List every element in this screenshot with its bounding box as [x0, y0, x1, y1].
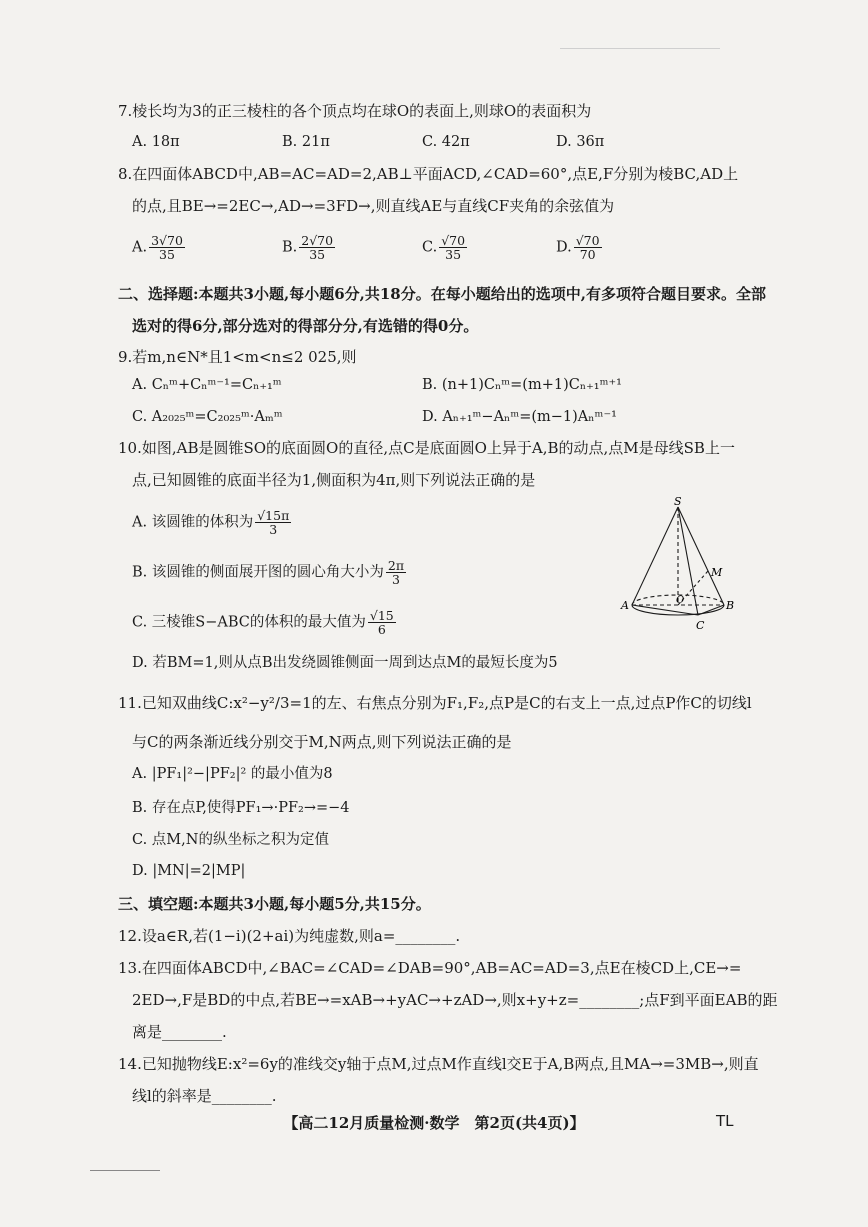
section-3-header: 三、填空题:本题共3小题,每小题5分,共15分。 — [118, 895, 431, 913]
q10-option-a-text: A. 该圆锥的体积为 — [132, 514, 254, 531]
q11-line1: 11.已知双曲线C:x²−y²/3=1的左、右焦点分别为F₁,F₂,点P是C的右支上一点,过点P作C的切线l — [118, 694, 752, 712]
q11-option-d: D. |MN|=2|MP| — [132, 863, 246, 879]
q8-option-c-numerator: √70 — [441, 233, 466, 248]
q8-line1: 8.在四面体ABCD中,AB=AC=AD=2,AB⊥平面ACD,∠CAD=60°,点E,F分别为棱BC,AD上 — [118, 165, 739, 183]
chord-cb — [698, 605, 724, 615]
q8-option-a — [132, 234, 187, 261]
q8-option-c — [422, 234, 469, 261]
q13-line1: 13.在四面体ABCD中,∠BAC=∠CAD=∠DAB=90°,AB=AC=AD=3,点E在棱CD上,CE→= — [118, 959, 742, 977]
generatrix-sb — [678, 507, 724, 605]
q8-option-b-denominator: 35 — [309, 247, 326, 262]
q9-option-d: D. Aₙ₊₁ᵐ−Aₙᵐ=(m−1)Aₙᵐ⁻¹ — [422, 409, 617, 425]
label-m: M — [711, 566, 723, 579]
q9-stem: 9.若m,n∈N*且1<m<n≤2 025,则 — [118, 348, 357, 366]
q8-option-b-letter: B. — [282, 239, 298, 256]
generatrix-sa — [632, 507, 678, 605]
q11-option-b: B. 存在点P,使得PF₁→·PF₂→=−4 — [132, 800, 350, 816]
label-o: O — [676, 595, 685, 606]
q10-option-a — [132, 509, 293, 536]
cone-figure — [612, 495, 742, 645]
label-b: B — [726, 599, 735, 612]
q11-option-a: A. |PF₁|²−|PF₂|² 的最小值为8 — [132, 766, 333, 782]
q10-option-a-denominator: 3 — [269, 522, 278, 537]
q8-option-d-fraction — [574, 234, 602, 261]
q10-line2: 点,已知圆锥的底面半径为1,侧面积为4π,则下列说法正确的是 — [132, 471, 536, 489]
q10-option-a-fraction — [255, 509, 291, 536]
q8-option-b — [282, 234, 337, 261]
q10-option-d: D. 若BM=1,则从点B出发绕圆锥侧面一周到达点M的最短长度为5 — [132, 655, 558, 671]
q10-option-b — [132, 559, 408, 586]
q9-option-a: A. Cₙᵐ+Cₙᵐ⁻¹=Cₙ₊₁ᵐ — [132, 377, 282, 393]
q8-option-b-fraction — [299, 234, 335, 261]
label-c: C — [696, 619, 705, 632]
q9-option-c: C. A₂₀₂₅ᵐ=C₂₀₂₅ᵐ·Aₘᵐ — [132, 409, 283, 425]
label-a: A — [621, 599, 629, 612]
q10-option-c-text: C. 三棱锥S−ABC的体积的最大值为 — [132, 614, 366, 631]
section-2-header-line1: 二、选择题:本题共3小题,每小题6分,共18分。在每小题给出的选项中,有多项符合题目要求。全部 — [118, 285, 766, 303]
q13-line3: 离是________. — [132, 1023, 227, 1041]
q7-option-c: C. 42π — [422, 134, 470, 150]
section-2-header-line2: 选对的得6分,部分选对的得部分分,有选错的得0分。 — [132, 317, 479, 335]
q7-option-d: D. 36π — [556, 134, 605, 150]
q10-option-b-fraction — [386, 559, 406, 586]
q8-option-d-letter: D. — [556, 239, 572, 256]
label-s: S — [674, 495, 682, 508]
q10-line1: 10.如图,AB是圆锥SO的底面圆O的直径,点C是底面圆O上异于A,B的动点,点M是母线SB上一 — [118, 439, 735, 457]
q10-option-c-fraction — [368, 609, 396, 636]
q8-option-c-letter: C. — [422, 239, 438, 256]
q14-line1: 14.已知抛物线E:x²=6y的准线交y轴于点M,过点M作直线l交E于A,B两点,且MA→=3MB→,则直 — [118, 1055, 759, 1073]
q8-option-c-fraction — [439, 234, 467, 261]
q8-option-d-denominator: 70 — [579, 247, 596, 262]
q7-option-a: A. 18π — [132, 134, 180, 150]
q10-option-c-numerator: √15 — [369, 608, 394, 623]
q8-option-a-letter: A. — [132, 239, 148, 256]
page-footer: 【高二12月质量检测·数学 第2页(共4页)】 — [283, 1114, 585, 1132]
q9-option-b: B. (n+1)Cₙᵐ=(m+1)Cₙ₊₁ᵐ⁺¹ — [422, 377, 622, 393]
q10-option-b-denominator: 3 — [391, 572, 400, 587]
q10-option-b-text: B. 该圆锥的侧面展开图的圆心角大小为 — [132, 564, 384, 581]
q8-option-c-denominator: 35 — [445, 247, 462, 262]
footer-tag: TL — [716, 1112, 734, 1130]
q10-option-c-denominator: 6 — [377, 622, 386, 637]
scan-mark — [90, 1170, 160, 1171]
q8-option-a-denominator: 35 — [159, 247, 175, 262]
q10-option-a-numerator: √15π — [257, 508, 290, 523]
q8-option-a-numerator: 3√70 — [151, 233, 183, 248]
q8-option-d — [556, 234, 604, 261]
q7-option-b: B. 21π — [282, 134, 330, 150]
q10-option-b-numerator: 2π — [387, 558, 405, 573]
q8-option-a-fraction — [149, 234, 185, 261]
q8-option-d-numerator: √70 — [575, 233, 600, 248]
q8-option-b-numerator: 2√70 — [301, 233, 334, 248]
q14-line2: 线l的斜率是________. — [132, 1087, 277, 1105]
chord-ac — [632, 605, 698, 615]
q11-line2: 与C的两条渐近线分别交于M,N两点,则下列说法正确的是 — [132, 733, 512, 751]
q7-stem: 7.棱长均为3的正三棱柱的各个顶点均在球O的表面上,则球O的表面积为 — [118, 102, 592, 120]
q8-line2: 的点,且BE→=2EC→,AD→=3FD→,则直线AE与直线CF夹角的余弦值为 — [132, 197, 615, 215]
scan-mark-top — [560, 48, 720, 49]
q13-line2: 2ED→,F是BD的中点,若BE→=xAB→+yAC→+zAD→,则x+y+z=________;点F到平面EAB的距 — [132, 991, 778, 1009]
q12: 12.设a∈R,若(1−i)(2+ai)为纯虚数,则a=________. — [118, 927, 461, 945]
q11-option-c: C. 点M,N的纵坐标之积为定值 — [132, 832, 329, 848]
q10-option-c — [132, 609, 398, 636]
